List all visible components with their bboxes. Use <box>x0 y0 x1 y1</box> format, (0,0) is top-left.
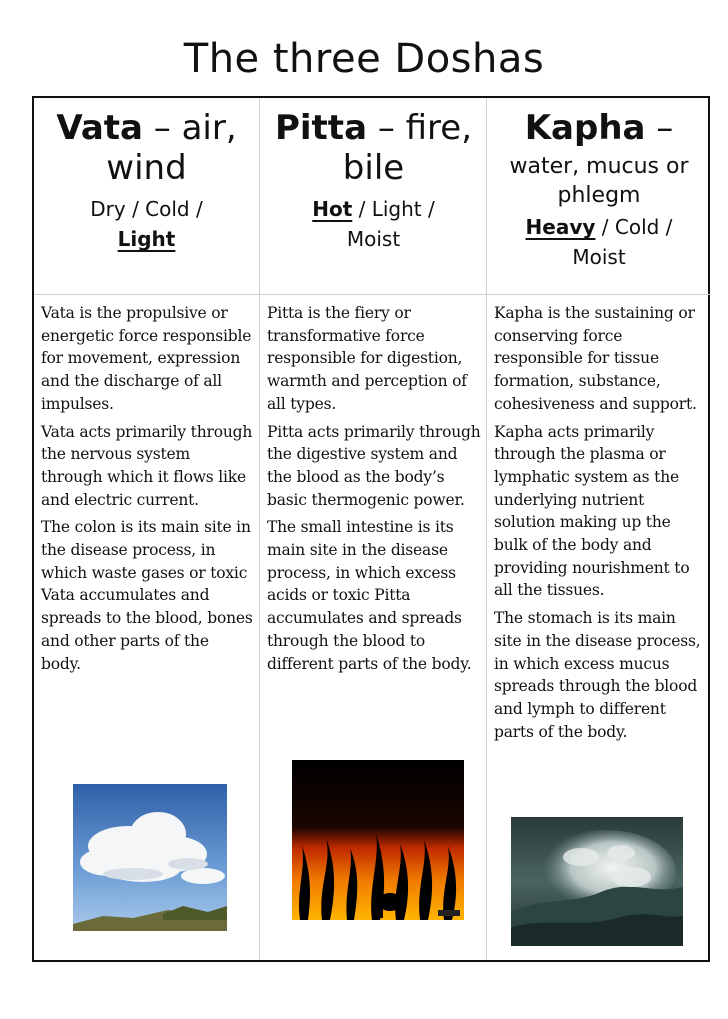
separator: / <box>189 197 203 221</box>
separator: / <box>421 197 435 221</box>
vata-element: – air, wind <box>106 108 237 188</box>
vata-column <box>34 98 259 960</box>
vata-title <box>34 108 259 188</box>
kapha-element: – <box>645 108 674 148</box>
paragraph: The stomach is its main site in the disease process, in which excess mucus spreads through the blood and lymph to different parts of the body. <box>494 609 701 741</box>
pitta-quality-hot: Hot <box>312 197 353 221</box>
vata-qualities <box>34 194 259 254</box>
clouds-sky-image <box>73 784 227 931</box>
vata-quality-dry: Dry <box>90 197 126 221</box>
separator: / <box>125 197 146 221</box>
pitta-name: Pitta <box>274 108 368 148</box>
paragraph: Kapha acts primarily through the plasma or lymphatic system as the underlying nutrient solution making up the bulk of the body and providing nourishment to all the tissues. <box>494 422 690 600</box>
pitta-qualities <box>260 194 487 254</box>
doshas-table <box>32 96 710 962</box>
pitta-quality-moist: Moist <box>346 227 401 251</box>
paragraph: Kapha is the sustaining or conserving force responsible for tissue formation, substance, cohesiveness and support. <box>494 304 697 413</box>
vata-description <box>41 302 253 680</box>
paragraph: The small intestine is its main site in the disease process, in which excess acids or toxic Pitta accumulates and spreads through the blood to different parts of the body. <box>267 518 472 673</box>
vata-quality-light: Light <box>117 227 176 251</box>
kapha-quality-moist: Moist <box>572 245 626 269</box>
pitta-description <box>267 302 481 680</box>
separator: / <box>595 215 615 239</box>
kapha-qualities <box>487 212 711 272</box>
pitta-column <box>259 98 487 960</box>
pitta-quality-light: Light <box>371 197 422 221</box>
paragraph: Vata acts primarily through the nervous system through which it flows like and electric current. <box>41 422 253 509</box>
kapha-name: Kapha <box>524 108 646 148</box>
separator: / <box>659 215 673 239</box>
pitta-title <box>260 108 487 188</box>
vata-name: Vata <box>56 108 143 148</box>
kapha-quality-heavy: Heavy <box>525 215 596 239</box>
vata-header <box>34 98 259 295</box>
fire-flames-image <box>292 760 464 920</box>
kapha-quality-cold: Cold <box>614 215 660 239</box>
paragraph: Vata is the propulsive or energetic force responsible for movement, expression and the discharge of all impulses. <box>41 304 252 413</box>
paragraph: Pitta is the fiery or transformative force responsible for digestion, warmth and perception of all types. <box>267 304 467 413</box>
kapha-description <box>494 302 705 748</box>
paragraph: Pitta acts primarily through the digestive system and the blood as the body’s basic thermogenic power. <box>267 422 481 509</box>
kapha-column <box>486 98 711 960</box>
separator: / <box>352 197 372 221</box>
page-title: The three Doshas <box>183 36 545 82</box>
kapha-element-description: water, mucus or phlegm <box>509 154 689 208</box>
kapha-header <box>487 98 711 295</box>
pitta-element: – fire, bile <box>342 108 473 188</box>
ocean-wave-image <box>511 817 683 946</box>
pitta-header <box>260 98 487 295</box>
vata-quality-cold: Cold <box>145 197 190 221</box>
paragraph: The colon is its main site in the disease process, in which waste gases or toxic Vata accumulates and spreads to the blood, bones and other parts of the body. <box>41 518 253 673</box>
kapha-title <box>487 108 711 148</box>
